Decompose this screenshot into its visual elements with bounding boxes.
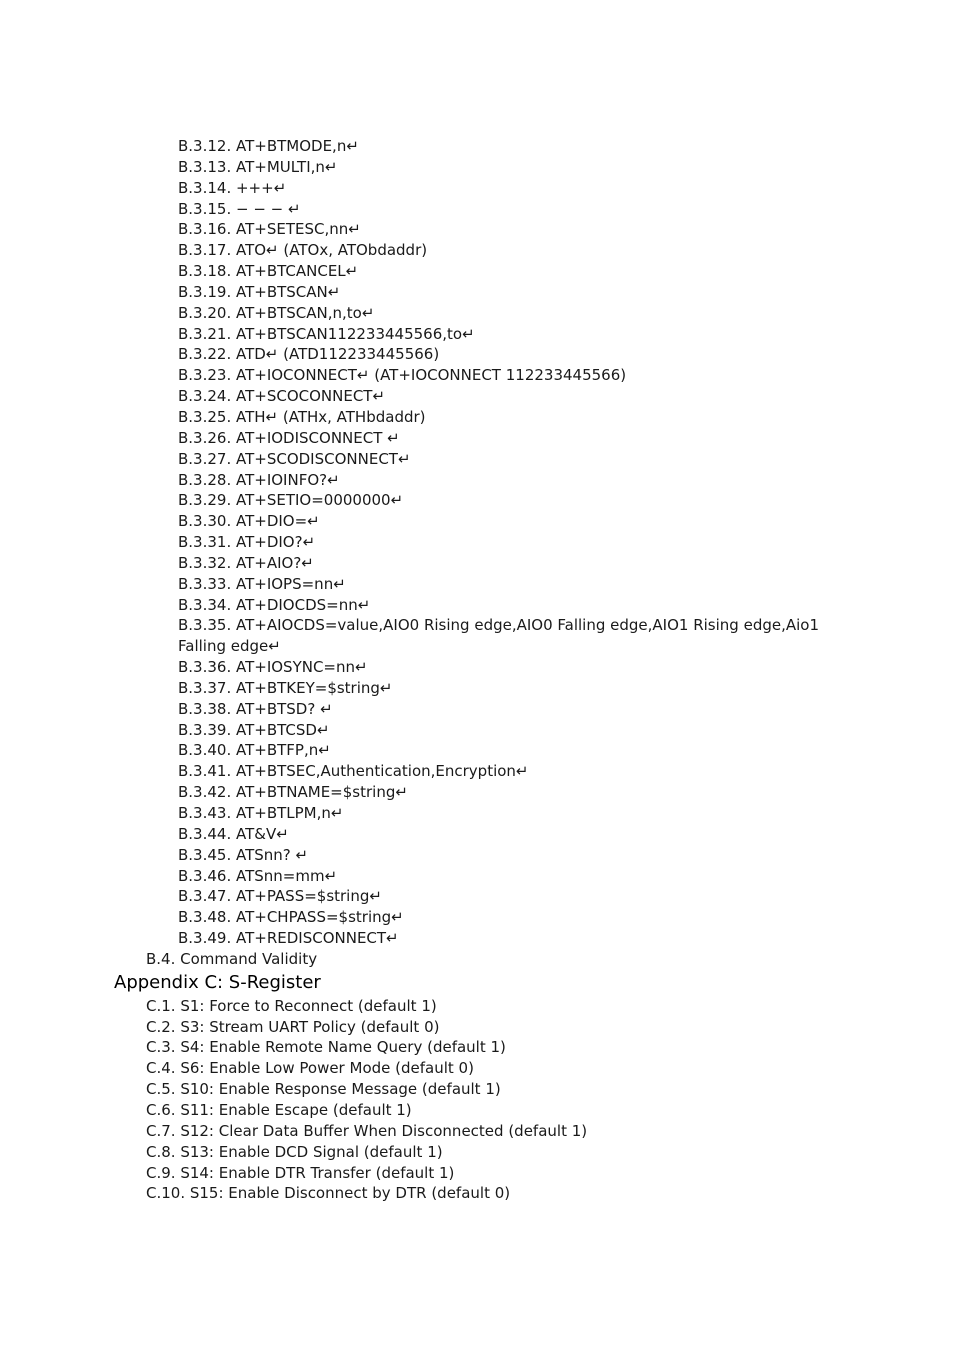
toc-entry-b3-35[interactable]: B.3.35. AT+AIOCDS=value,AIO0 Rising edge,AIO0 Falling edge,AIO1 Rising edge,Aio1 Falling edge↵	[178, 616, 820, 656]
toc-entry-b3-39[interactable]: B.3.39. AT+BTCSD↵	[178, 720, 330, 739]
toc-entry-b3-36[interactable]: B.3.36. AT+IOSYNC=nn↵	[178, 658, 368, 677]
toc-entry-c8[interactable]: C.8. S13: Enable DCD Signal (default 1)	[146, 1142, 443, 1161]
toc-entry-b3-28[interactable]: B.3.28. AT+IOINFO?↵	[178, 470, 340, 489]
toc-entry-b3-31[interactable]: B.3.31. AT+DIO?↵	[178, 533, 316, 552]
toc-entry-b3-30[interactable]: B.3.30. AT+DIO=↵	[178, 512, 320, 531]
toc-entry-b3-42[interactable]: B.3.42. AT+BTNAME=$string↵	[178, 783, 408, 802]
toc-entry-b3-25[interactable]: B.3.25. ATH↵ (ATHx, ATHbdaddr)	[178, 407, 426, 426]
toc-entry-b3-48[interactable]: B.3.48. AT+CHPASS=$string↵	[178, 908, 404, 927]
toc-entry-c7[interactable]: C.7. S12: Clear Data Buffer When Disconnected (default 1)	[146, 1121, 588, 1140]
toc-entry-b3-21[interactable]: B.3.21. AT+BTSCAN112233445566,to↵	[178, 324, 475, 343]
toc-entry-b3-43[interactable]: B.3.43. AT+BTLPM,n↵	[178, 804, 344, 822]
toc-entry-b3-33[interactable]: B.3.33. AT+IOPS=nn↵	[178, 574, 346, 593]
toc-entry-c3[interactable]: C.3. S4: Enable Remote Name Query (default 1)	[146, 1038, 506, 1057]
toc-entry-b3-16[interactable]: B.3.16. AT+SETESC,nn↵	[178, 220, 361, 239]
toc-entry-b3-44[interactable]: B.3.44. AT&V↵	[178, 824, 289, 843]
toc-entry-c5[interactable]: C.5. S10: Enable Response Message (default 1)	[146, 1080, 501, 1099]
toc-entry-b4[interactable]: B.4. Command Validity	[146, 949, 318, 968]
toc-entry-c1[interactable]: C.1. S1: Force to Reconnect (default 1)	[146, 996, 437, 1015]
toc-entry-b3-32[interactable]: B.3.32. AT+AIO?↵	[178, 553, 314, 572]
toc-entry-b3-14[interactable]: B.3.14. +++↵	[178, 178, 287, 197]
toc-entry-b3-37[interactable]: B.3.37. AT+BTKEY=$string↵	[178, 678, 393, 697]
toc-entry-b3-20[interactable]: B.3.20. AT+BTSCAN,n,to↵	[178, 303, 375, 322]
appendix-c-heading[interactable]: Appendix C: S-Register	[114, 971, 321, 993]
toc-entry-c2[interactable]: C.2. S3: Stream UART Policy (default 0)	[146, 1017, 440, 1036]
table-of-contents	[0, 136, 954, 1204]
toc-entry-b3-17[interactable]: B.3.17. ATO↵ (ATOx, ATObdaddr)	[178, 241, 428, 260]
toc-entry-b3-34[interactable]: B.3.34. AT+DIOCDS=nn↵	[178, 595, 371, 614]
toc-entry-b3-29[interactable]: B.3.29. AT+SETIO=0000000↵	[178, 491, 404, 510]
toc-entry-b3-40[interactable]: B.3.40. AT+BTFP,n↵	[178, 741, 331, 760]
toc-entry-b3-18[interactable]: B.3.18. AT+BTCANCEL↵	[178, 262, 359, 281]
toc-entry-c10[interactable]: C.10. S15: Enable Disconnect by DTR (default 0)	[146, 1184, 511, 1203]
toc-entry-b3-24[interactable]: B.3.24. AT+SCOCONNECT↵	[178, 387, 386, 406]
toc-entry-b3-15[interactable]: B.3.15. − − − ↵	[178, 199, 301, 218]
toc-entry-b3-38[interactable]: B.3.38. AT+BTSD? ↵	[178, 699, 333, 718]
toc-entry-c6[interactable]: C.6. S11: Enable Escape (default 1)	[146, 1100, 412, 1119]
toc-entry-b3-49[interactable]: B.3.49. AT+REDISCONNECT↵	[178, 929, 399, 948]
toc-entry-b3-12[interactable]: B.3.12. AT+BTMODE,n↵	[178, 137, 359, 155]
toc-entry-b3-26[interactable]: B.3.26. AT+IODISCONNECT ↵	[178, 428, 400, 447]
toc-entry-b3-19[interactable]: B.3.19. AT+BTSCAN↵	[178, 282, 341, 301]
toc-entry-c4[interactable]: C.4. S6: Enable Low Power Mode (default 0)	[146, 1059, 474, 1078]
toc-entry-b3-45[interactable]: B.3.45. ATSnn? ↵	[178, 845, 309, 864]
toc-entry-b3-27[interactable]: B.3.27. AT+SCODISCONNECT↵	[178, 449, 411, 468]
toc-entry-c9[interactable]: C.9. S14: Enable DTR Transfer (default 1)	[146, 1163, 455, 1182]
toc-entry-b3-13[interactable]: B.3.13. AT+MULTI,n↵	[178, 157, 338, 176]
toc-entry-b3-47[interactable]: B.3.47. AT+PASS=$string↵	[178, 887, 382, 906]
toc-entry-b3-22[interactable]: B.3.22. ATD↵ (ATD112233445566)	[178, 345, 440, 364]
toc-entry-b3-46[interactable]: B.3.46. ATSnn=mm↵	[178, 866, 338, 885]
toc-entry-b3-23[interactable]: B.3.23. AT+IOCONNECT↵ (AT+IOCONNECT 112233445566)	[178, 366, 627, 385]
toc-entry-b3-41[interactable]: B.3.41. AT+BTSEC,Authentication,Encryption↵	[178, 762, 529, 781]
